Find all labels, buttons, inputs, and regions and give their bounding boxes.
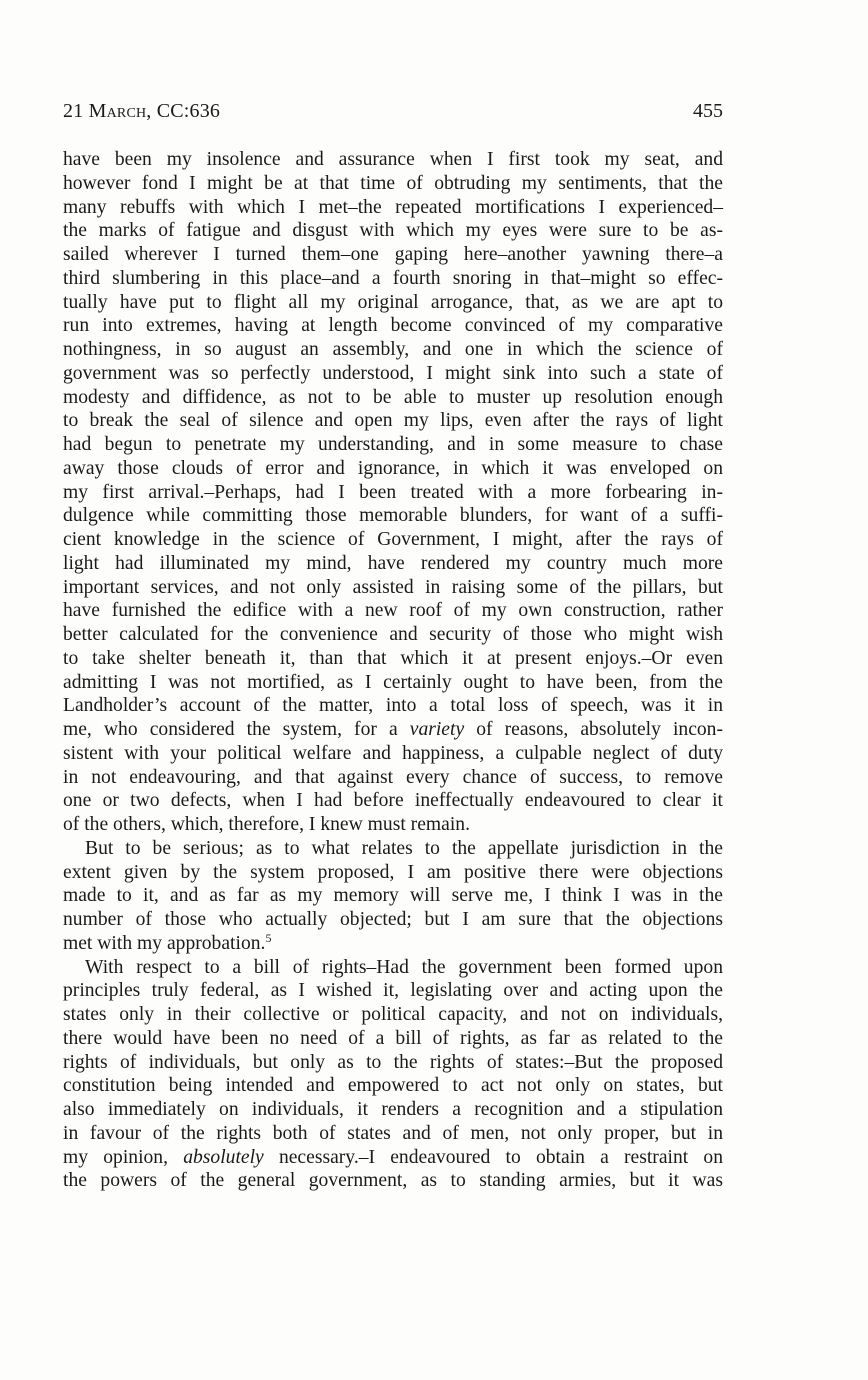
text-line: important services, and not only assisted in raising some of the pillars, but	[63, 576, 723, 598]
text-line: constitution being intended and empowered to act not only on states, but	[63, 1075, 723, 1097]
running-head	[63, 97, 723, 125]
line-text: me, who considered the system, for a	[63, 719, 410, 740]
text-line: one or two defects, when I had before ineffectually endeavoured to clear it	[63, 790, 723, 812]
text-line: tually have put to flight all my original arrogance, that, as we are apt to	[63, 291, 723, 313]
text-line-with-italic	[63, 1146, 723, 1170]
text-line: to take shelter beneath it, than that which it at present enjoys.–Or even	[63, 647, 723, 669]
text-line: With respect to a bill of rights–Had the government been formed upon	[85, 956, 723, 978]
italic-absolutely: absolutely	[183, 1146, 264, 1168]
footnote-ref: 5	[265, 930, 272, 945]
text-line: run into extremes, having at length become convinced of my comparative	[63, 315, 723, 337]
text-line: sistent with your political welfare and happiness, a culpable neglect of duty	[63, 742, 723, 764]
text-line: to break the seal of silence and open my lips, even after the rays of light	[63, 410, 723, 432]
header-date-number: 21	[63, 100, 84, 122]
text-line: admitting I was not mortified, as I certainly ought to have been, from the	[63, 671, 723, 693]
text-line: the marks of fatigue and disgust with which my eyes were sure to be as-	[63, 220, 723, 242]
text-line: in not endeavouring, and that against every chance of success, to remove	[63, 766, 723, 788]
text-line-with-footnote	[63, 932, 723, 956]
text-line: away those clouds of error and ignorance, in which it was enveloped on	[63, 457, 723, 479]
paragraph-1	[63, 148, 723, 837]
text-line: Landholder’s account of the matter, into a total loss of speech, was it in	[63, 695, 723, 717]
text-line: extent given by the system proposed, I am positive there were objections	[63, 861, 723, 883]
text-line: government was so perfectly understood, I might sink into such a state of	[63, 362, 723, 384]
line-text: necessary.–I endeavoured to obtain a restraint on	[263, 1146, 724, 1168]
text-line: But to be serious; as to what relates to the appellate jurisdiction in the	[85, 837, 723, 859]
paragraph-3	[63, 956, 723, 1194]
text-line: had begun to penetrate my understanding, and in some measure to chase	[63, 434, 723, 455]
text-line: also immediately on individuals, it renders a recognition and a stipulation	[63, 1099, 723, 1120]
italic-variety: variety	[409, 719, 465, 740]
text-line: have furnished the edifice with a new roof of my own construction, rather	[63, 600, 723, 622]
text-line: rights of individuals, but only as to the rights of states:–But the proposed	[63, 1051, 723, 1073]
text-line: my first arrival.–Perhaps, had I been treated with a more forbearing in-	[63, 481, 723, 503]
text-line: principles truly federal, as I wished it, legislating over and acting upon the	[63, 980, 723, 1002]
text-line-with-italic	[63, 718, 723, 742]
text-line: light had illuminated my mind, have rendered my country much more	[63, 552, 723, 574]
text-line: better calculated for the convenience and security of those who might wish	[63, 624, 723, 645]
text-line: modesty and diffidence, as not to be able to muster up resolution enough	[63, 386, 723, 408]
text-line: the powers of the general government, as to standing armies, but it was	[63, 1170, 723, 1192]
text-line: have been my insolence and assurance when I first took my seat, and	[63, 149, 723, 170]
page-number: 455	[693, 100, 723, 122]
text-line: however fond I might be at that time of obtruding my sentiments, that the	[63, 172, 723, 194]
text-line: sailed wherever I turned them–one gaping here–another yawning there–a	[63, 244, 723, 265]
paragraph-2	[63, 837, 723, 956]
text-line: in favour of the rights both of states and of men, not only proper, but in	[63, 1122, 723, 1144]
text-line: nothingness, in so august an assembly, and one in which the science of	[63, 339, 723, 360]
header-month: March	[88, 100, 147, 122]
text-line: of the others, which, therefore, I knew must remain.	[63, 814, 470, 835]
header-document-ref: , CC:636	[146, 100, 221, 122]
text-line: states only in their collective or political capacity, and not on individuals,	[63, 1004, 723, 1025]
text-line: number of those who actually objected; but I am sure that the objections	[63, 909, 723, 930]
body-text	[63, 148, 723, 1193]
line-text: met with my approbation.	[63, 932, 266, 954]
text-line: many rebuffs with which I met–the repeated mortifications I experienced–	[63, 196, 723, 218]
line-text: of reasons, absolutely incon-	[464, 719, 724, 740]
running-head-citation	[63, 97, 220, 125]
line-text: my opinion,	[63, 1146, 184, 1168]
text-line: dulgence while committing those memorable blunders, for want of a suffi-	[63, 505, 723, 527]
text-line: made to it, and as far as my memory will serve me, I think I was in the	[63, 885, 723, 907]
text-line: cient knowledge in the science of Government, I might, after the rays of	[63, 529, 723, 550]
text-line: there would have been no need of a bill of rights, as far as related to the	[63, 1027, 723, 1049]
text-line: third slumbering in this place–and a fourth snoring in that–might so effec-	[63, 267, 723, 289]
